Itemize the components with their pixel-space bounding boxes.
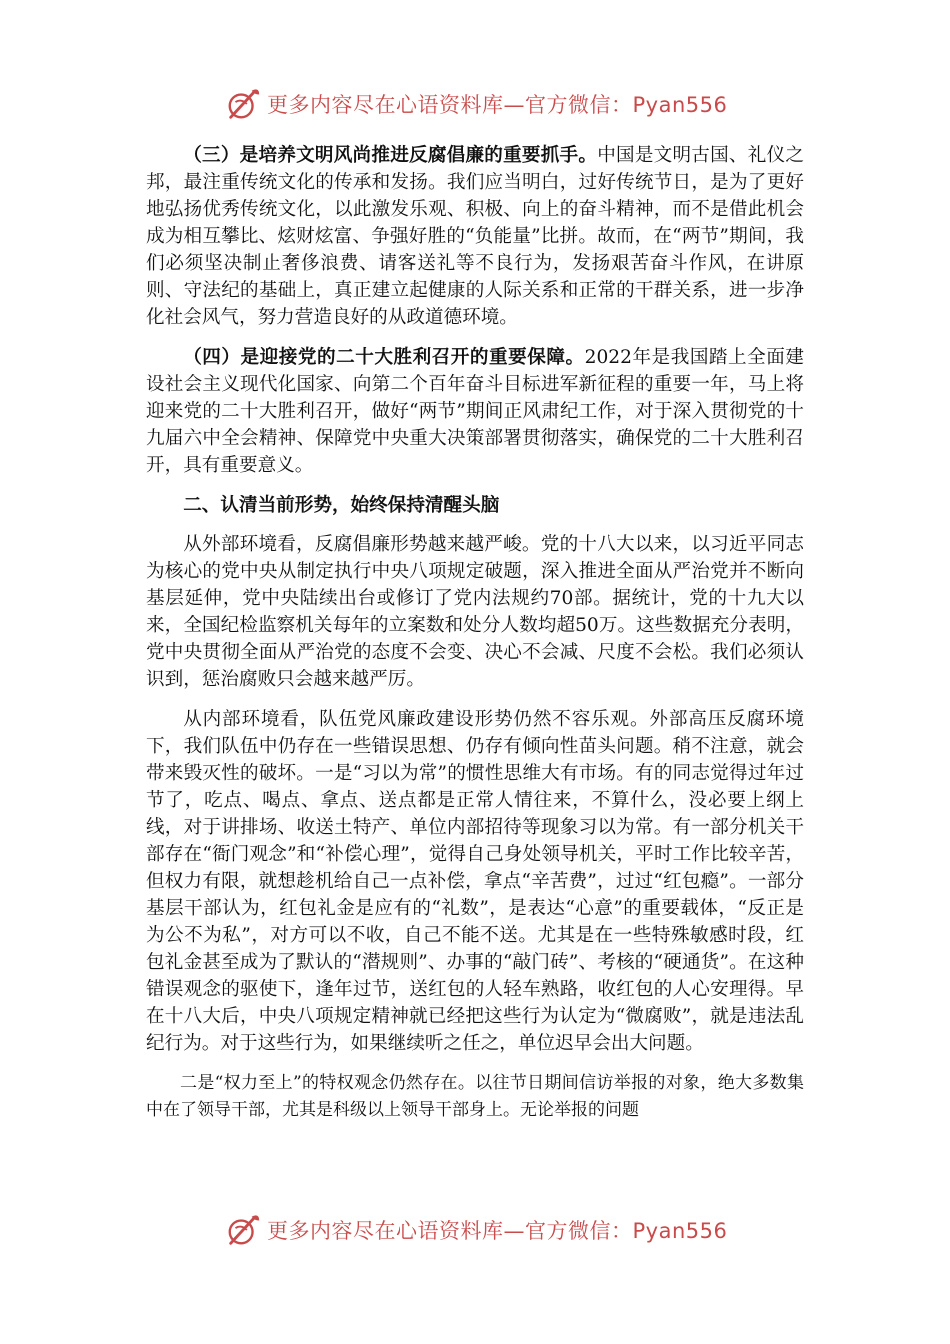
paragraph-lead: （三）是培养文明风尚推进反腐倡廉的重要抓手。	[183, 145, 598, 166]
footer-watermark-banner	[225, 1210, 745, 1250]
paragraph-privilege-concept: 二是“权力至上”的特权观念仍然存在。以往节日期间信访举报的对象，绝大多数集中在了领导干部，尤其是科级以上领导干部身上。无论举报的问题	[146, 1073, 804, 1120]
paragraph-section-3	[146, 142, 804, 331]
section-heading: 二、认清当前形势，始终保持清醒头脑	[183, 495, 500, 516]
paragraph-lead: （四）是迎接党的二十大胜利召开的重要保障。	[183, 347, 585, 368]
paragraph-section-4	[146, 344, 804, 479]
banner-text: 更多内容尽在心语资料库—官方微信：Pyan556	[267, 1219, 728, 1243]
brush-pen-logo-icon	[225, 1211, 263, 1249]
banner-text: 更多内容尽在心语资料库—官方微信：Pyan556	[267, 93, 728, 117]
header-watermark-banner	[225, 84, 745, 124]
document-body	[146, 142, 804, 1137]
paragraph-text: 中国是文明古国、礼仪之邦，最注重传统文化的传承和发扬。我们应当明白，过好传统节日，是为了更好地弘扬优秀传统文化，以此激发乐观、积极、向上的奋斗精神，而不是借此机会成为相互攀比、炫财炫富、争强好胜的“负能量”比拼。故而，在“两节”期间，我们必须坚决制止奢侈浪费、请客送礼等不良行为，发扬艰苦奋斗作风，在讲原则、守法纪的基础上，真正建立起健康的人际关系和正常的干群关系，进一步净化社会风气，努力营造良好的从政道德环境。	[146, 145, 804, 328]
paragraph-external-environment: 从外部环境看，反腐倡廉形势越来越严峻。党的十八大以来，以习近平同志为核心的党中央从制定执行中央八项规定破题，深入推进全面从严治党并不断向基层延伸，党中央陆续出台或修订了党内法规约70部。据统计，党的十九大以来，全国纪检监察机关每年的立案数和处分人数均超50万。这些数据充分表明，党中央贯彻全面从严治党的态度不会变、决心不会减、尺度不会松。我们必须认识到，惩治腐败只会越来越严厉。	[146, 534, 804, 690]
paragraph-internal-environment: 从内部环境看，队伍党风廉政建设形势仍然不容乐观。外部高压反腐环境下，我们队伍中仍存在一些错误思想、仍存有倾向性苗头问题。稍不注意，就会带来毁灭性的破坏。一是“习以为常”的惯性思维大有市场。有的同志觉得过年过节了，吃点、喝点、拿点、送点都是正常人情往来，不算什么，没必要上纲上线，对于讲排场、收送土特产、单位内部招待等现象习以为常。有一部分机关干部存在“衙门观念”和“补偿心理”，觉得自己身处领导机关，平时工作比较辛苦，但权力有限，就想趁机给自己一点补偿，拿点“辛苦费”，过过“红包瘾”。一部分基层干部认为，红包礼金是应有的“礼数”，是表达“心意”的重要载体，“反正是为公不为私”，对方可以不收，自己不能不送。尤其是在一些特殊敏感时段，红包礼金甚至成为了默认的“潜规则”、办事的“敲门砖”、考核的“硬通货”。在这种错误观念的驱使下，逢年过节，送红包的人轻车熟路，收红包的人心安理得。早在十八大后，中央八项规定精神就已经把这些行为认定为“微腐败”，就是违法乱纪行为。对于这些行为，如果继续听之任之，单位迟早会出大问题。	[146, 709, 804, 1054]
brush-pen-logo-icon	[225, 85, 263, 123]
paragraph-text: 2022年是我国踏上全面建设社会主义现代化国家、向第二个百年奋斗目标进军新征程的重要一年，马上将迎来党的二十大胜利召开，做好“两节”期间正风肃纪工作，对于深入贯彻党的十九届六中全会精神、保障党中央重大决策部署贯彻落实，确保党的二十大胜利召开，具有重要意义。	[146, 347, 804, 476]
